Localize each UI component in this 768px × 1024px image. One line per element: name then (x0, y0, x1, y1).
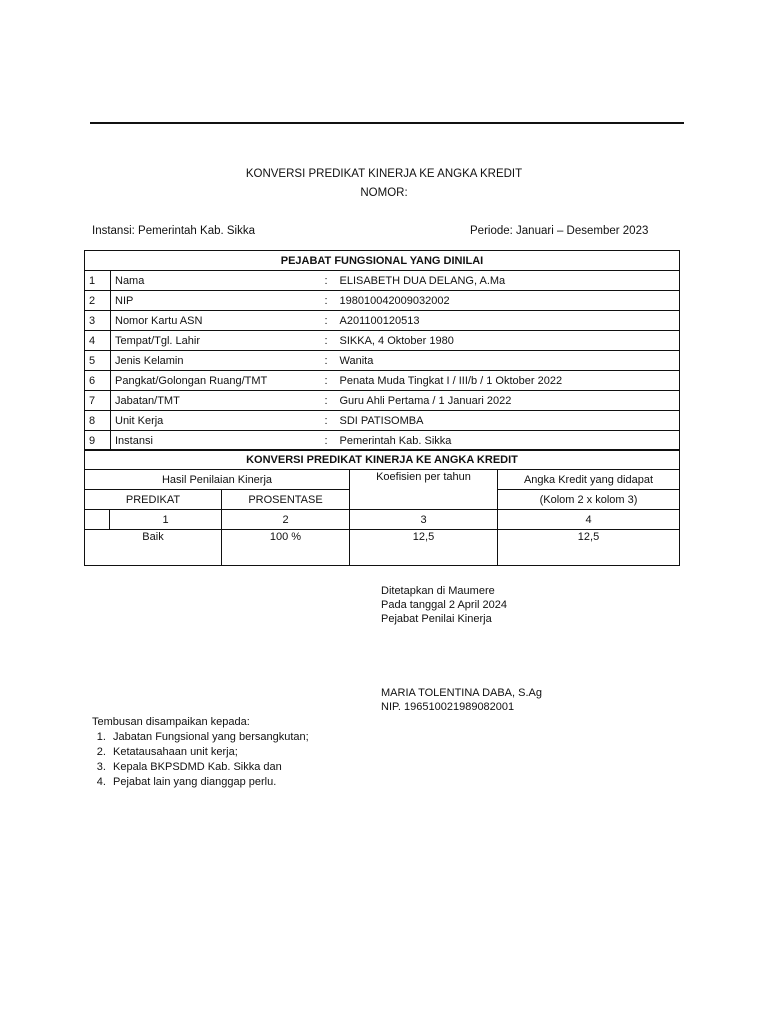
signer-name: MARIA TOLENTINA DABA, S.Ag (381, 687, 542, 699)
row-value: A201100120513 (336, 311, 680, 331)
row-colon: : (322, 371, 336, 391)
row-label: Instansi (111, 431, 322, 451)
row-value: Penata Muda Tingkat I / III/b / 1 Oktober 2022 (336, 371, 680, 391)
prosentase-header: PROSENTASE (222, 490, 350, 510)
pejabat-heading: PEJABAT FUNGSIONAL YANG DINILAI (85, 251, 680, 271)
tembusan-section (92, 715, 309, 790)
konversi-heading: KONVERSI PREDIKAT KINERJA KE ANGKA KREDIT (85, 450, 680, 470)
tembusan-list (92, 730, 309, 790)
signer-nip: NIP. 196510021989082001 (381, 701, 515, 713)
column-number-1: 1 (110, 510, 222, 530)
row-number: 8 (85, 411, 111, 431)
row-number: 5 (85, 351, 111, 371)
list-item: 2. Ketatausahaan unit kerja; (109, 745, 309, 760)
table-row (85, 411, 680, 431)
instansi-text: Instansi: Pemerintah Kab. Sikka (92, 225, 255, 237)
hasil-penilaian-header: Hasil Penilaian Kinerja (85, 470, 350, 490)
konversi-table (84, 449, 680, 566)
table-row (85, 391, 680, 411)
signature-block (381, 584, 507, 626)
column-number-3: 3 (350, 510, 498, 530)
row-number: 4 (85, 331, 111, 351)
row-value: SDI PATISOMBA (336, 411, 680, 431)
row-colon: : (322, 271, 336, 291)
document-title: KONVERSI PREDIKAT KINERJA KE ANGKA KREDIT (245, 168, 523, 180)
table-row (85, 351, 680, 371)
row-label: Nama (111, 271, 322, 291)
row-number: 9 (85, 431, 111, 451)
row-number: 3 (85, 311, 111, 331)
row-colon: : (322, 391, 336, 411)
table-row (85, 291, 680, 311)
row-value: Guru Ahli Pertama / 1 Januari 2022 (336, 391, 680, 411)
signature-place: Ditetapkan di Maumere (381, 585, 495, 597)
column-number-2: 2 (222, 510, 350, 530)
column-number-4: 4 (498, 510, 680, 530)
table-row (85, 271, 680, 291)
row-colon: : (322, 291, 336, 311)
row-value: Wanita (336, 351, 680, 371)
predikat-header: PREDIKAT (85, 490, 222, 510)
table-row (85, 311, 680, 331)
signature-date: Pada tanggal 2 April 2024 (381, 599, 507, 611)
row-label: Jenis Kelamin (111, 351, 322, 371)
header-rule (90, 122, 684, 124)
tembusan-heading: Tembusan disampaikan kepada: (92, 716, 250, 728)
table-row (85, 331, 680, 351)
koefisien-header: Koefisien per tahun (350, 470, 498, 510)
row-number: 6 (85, 371, 111, 391)
list-item: 1. Jabatan Fungsional yang bersangkutan; (109, 730, 309, 745)
signature-role: Pejabat Penilai Kinerja (381, 613, 492, 625)
row-value: 198010042009032002 (336, 291, 680, 311)
row-number: 1 (85, 271, 111, 291)
formula-header: (Kolom 2 x kolom 3) (498, 490, 680, 510)
row-colon: : (322, 431, 336, 451)
list-item: 3. Kepala BKPSDMD Kab. Sikka dan (109, 760, 309, 775)
row-label: NIP (111, 291, 322, 311)
koefisien-value: 12,5 (350, 530, 498, 566)
document-number: NOMOR: (360, 187, 408, 199)
signer-block (381, 686, 542, 714)
row-value: ELISABETH DUA DELANG, A.Ma (336, 271, 680, 291)
spacer-cell (85, 510, 110, 530)
row-label: Jabatan/TMT (111, 391, 322, 411)
angka-kredit-value: 12,5 (498, 530, 680, 566)
row-number: 7 (85, 391, 111, 411)
angka-kredit-header: Angka Kredit yang didapat (498, 470, 680, 490)
row-number: 2 (85, 291, 111, 311)
row-colon: : (322, 351, 336, 371)
table-row (85, 371, 680, 391)
row-label: Tempat/Tgl. Lahir (111, 331, 322, 351)
table-row (85, 431, 680, 451)
list-item: 4. Pejabat lain yang dianggap perlu. (109, 775, 309, 790)
row-value: SIKKA, 4 Oktober 1980 (336, 331, 680, 351)
row-label: Nomor Kartu ASN (111, 311, 322, 331)
prosentase-value: 100 % (222, 530, 350, 566)
row-colon: : (322, 311, 336, 331)
pejabat-table (84, 250, 680, 451)
row-label: Pangkat/Golongan Ruang/TMT (111, 371, 322, 391)
row-colon: : (322, 411, 336, 431)
row-colon: : (322, 331, 336, 351)
predikat-value: Baik (85, 530, 222, 566)
periode-text: Periode: Januari – Desember 2023 (470, 225, 649, 237)
row-label: Unit Kerja (111, 411, 322, 431)
row-value: Pemerintah Kab. Sikka (336, 431, 680, 451)
